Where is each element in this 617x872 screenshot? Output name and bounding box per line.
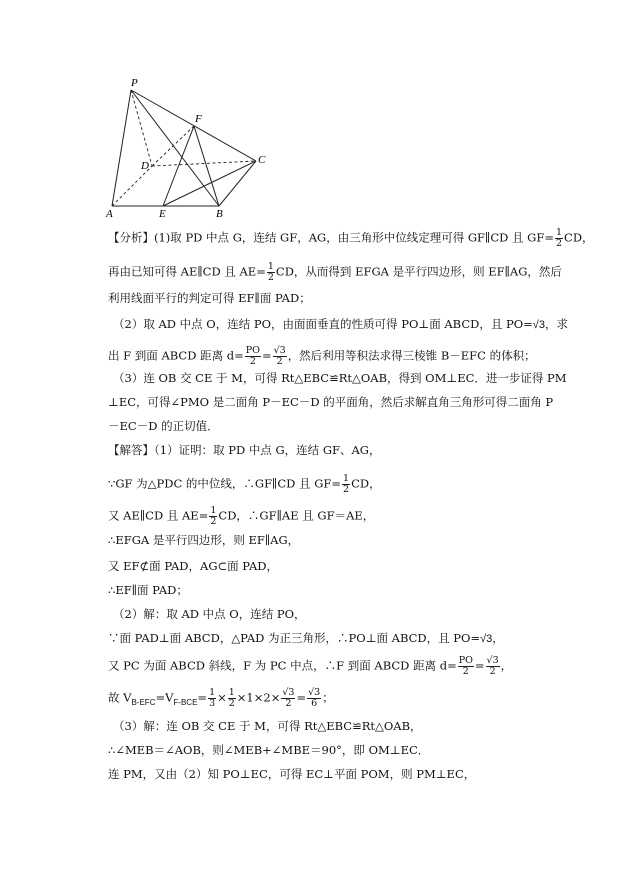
analysis-line-5: 出 F 到面 ABCD 距离 d= $\frac{PO}{2}$ = $\frac{√3}{2}$ ，然后利用等积法求得三棱锥 B－EFC 的体积； [108, 345, 536, 367]
edge-PD [131, 90, 152, 166]
label-P: P [131, 77, 138, 89]
analysis-line-4: （2）取 AD 中点 O，连结 PO，由面面垂直的性质可得 PO⊥面 ABCD，且 PO=√3，求 [113, 317, 568, 331]
solution-line-6: ∴EF∥面 PAD； [108, 583, 188, 597]
solution-line-7: （2）解：取 AD 中点 O，连结 PO， [113, 607, 306, 621]
analysis-line-8: －EC－D 的正切值． [108, 419, 219, 433]
solution-line-5: 又 EF⊄面 PAD，AG⊂面 PAD， [108, 559, 279, 573]
label-F: F [195, 113, 202, 125]
edge-DC [152, 161, 256, 166]
label-E: E [159, 208, 166, 220]
solution-line-3: 又 AE∥CD 且 AE= $\frac{1}{2}$ CD，∴GF∥AE 且 GF＝AE， [108, 505, 375, 527]
pyramid-figure [100, 72, 280, 220]
solution-line-10: 故 $V_{B-EFC}=V_{F-BCE}=$ $\frac{1}{3}$ × $\frac{1}{2}$ ×1×2× $\frac{√3}{2}$ = $\frac{√3}{6}$ ； [108, 687, 334, 709]
solution-line-2: ∵GF 为△PDC 的中位线，∴GF∥CD 且 GF= $\frac{1}{2}$ CD， [108, 473, 381, 495]
label-C: C [258, 154, 266, 166]
analysis-line-6: （3）连 OB 交 CE 于 M，可得 Rt△EBC≌Rt△OAB，得到 OM⊥EC．进一步证得 PM [113, 371, 567, 385]
solution-line-4: ∴EFGA 是平行四边形，则 EF∥AG， [108, 533, 300, 547]
analysis-line-2: 再由已知可得 AE∥CD 且 AE= $\frac{1}{2}$ CD，从而得到 EFGA 是平行四边形，则 EF∥AG，然后 [108, 261, 562, 283]
fraction-half: $\frac{1}{2}$ [267, 261, 274, 283]
label-D: D [141, 160, 149, 172]
edge-EC [163, 161, 256, 206]
analysis-line-3: 利用线面平行的判定可得 EF∥面 PAD； [108, 291, 311, 305]
fraction-half: $\frac{1}{2}$ [555, 227, 563, 249]
analysis-line-7: ⊥EC，可得∠PMO 是二面角 P－EC－D 的平面角，然后求解直角三角形可得二面角 P [108, 395, 554, 409]
solution-line-12: ∴∠MEB＝∠AOB，则∠MEB+∠MBE＝90°，即 OM⊥EC． [108, 743, 430, 757]
edge-PC [131, 90, 256, 161]
edge-BC [219, 161, 256, 206]
solution-line-11: （3）解：连 OB 交 CE 于 M，可得 Rt△EBC≌Rt△OAB， [113, 719, 422, 733]
edge-DF [152, 126, 194, 166]
solution-line-9: 又 PC 为面 ABCD 斜线，F 为 PC 中点，∴F 到面 ABCD 距离 d= $\frac{PO}{2}$ = $\frac{√3}{2}$ ， [108, 655, 513, 677]
analysis-line-1: 【分析】(1)取 PD 中点 G，连结 GF，AG，由三角形中位线定理可得 GF∥CD 且 GF= $\frac{1}{2}$ CD， [108, 227, 594, 249]
label-A: A [106, 208, 113, 220]
solution-line-8: ∵面 PAD⊥面 ABCD，△PAD 为正三角形，∴PO⊥面 ABCD，且 PO=√3， [108, 631, 504, 645]
edge-PB [131, 90, 219, 206]
edge-PA [112, 90, 131, 206]
label-B: B [216, 208, 223, 220]
solution-line-13: 连 PM，又由（2）知 PO⊥EC，可得 EC⊥平面 POM，则 PM⊥EC， [108, 767, 476, 781]
solution-line-1: 【解答】（1）证明：取 PD 中点 G，连结 GF、AG， [108, 443, 381, 457]
